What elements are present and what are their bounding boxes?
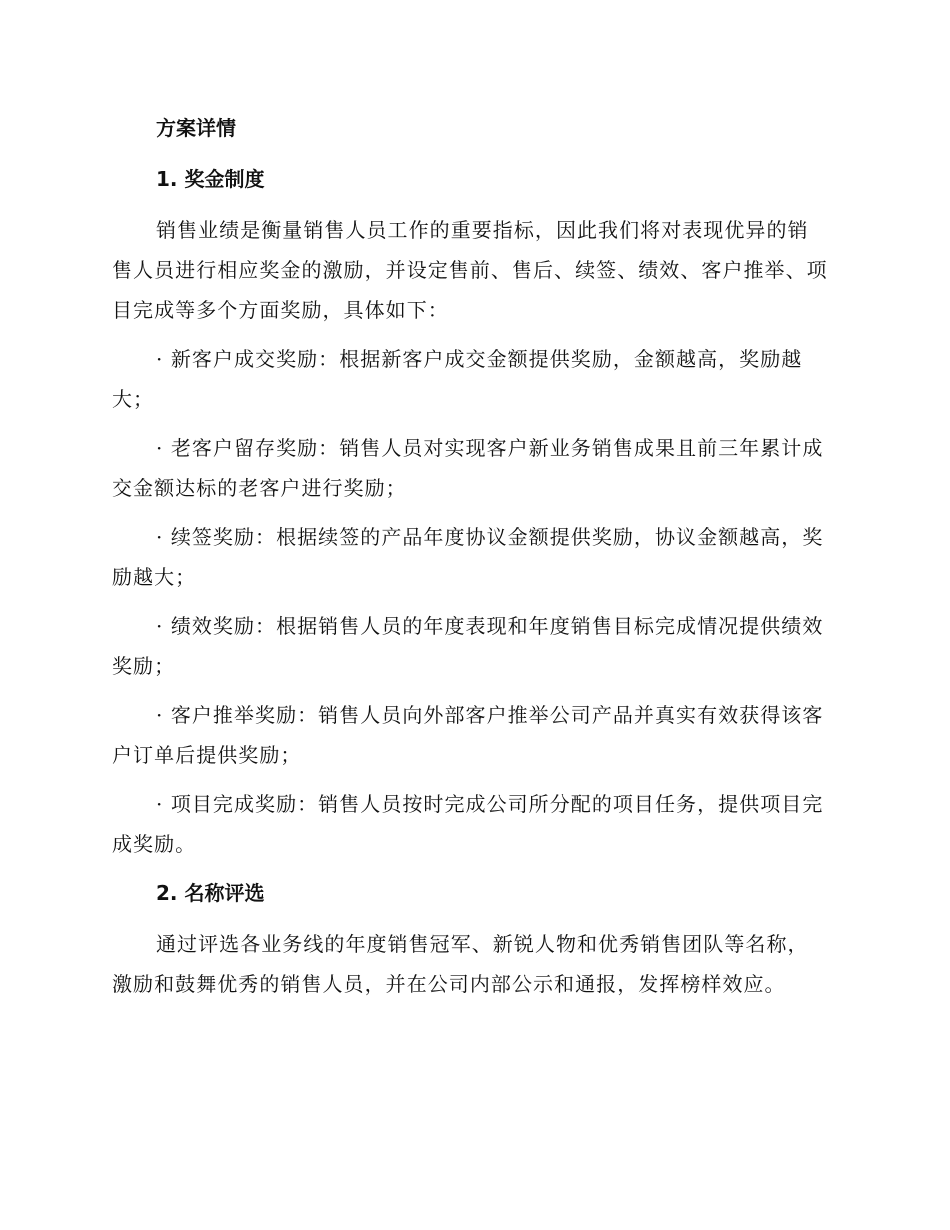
bonus-item-old-customer-retention: · 老客户留存奖励：销售人员对实现客户新业务销售成果且前三年累计成交金额达标的老客户进行奖励；	[112, 436, 824, 500]
section-heading-title-selection: 2. 名称评选	[156, 881, 265, 905]
document-title: 方案详情	[156, 116, 236, 140]
bonus-item-renewal: · 续签奖励：根据续签的产品年度协议金额提供奖励，协议金额越高，奖励越大；	[112, 525, 824, 589]
section-body-paragraph: 通过评选各业务线的年度销售冠军、新锐人物和优秀销售团队等名称，激励和鼓舞优秀的销售人员，并在公司内部公示和通报，发挥榜样效应。	[112, 932, 809, 996]
bonus-item-performance: · 绩效奖励：根据销售人员的年度表现和年度销售目标完成情况提供绩效奖励；	[112, 614, 824, 678]
section-heading-bonus-system: 1. 奖金制度	[156, 167, 265, 191]
bonus-item-customer-referral: · 客户推举奖励：销售人员向外部客户推举公司产品并真实有效获得该客户订单后提供奖励；	[112, 703, 824, 767]
bonus-item-new-customer: · 新客户成交奖励：根据新客户成交金额提供奖励，金额越高，奖励越大；	[112, 347, 803, 411]
document-body	[112, 108, 828, 1013]
section-intro-paragraph: 销售业绩是衡量销售人员工作的重要指标，因此我们将对表现优异的销售人员进行相应奖金的激励，并设定售前、售后、续签、绩效、客户推举、项目完成等多个方面奖励，具体如下：	[112, 218, 828, 322]
bonus-item-project-completion: · 项目完成奖励：销售人员按时完成公司所分配的项目任务，提供项目完成奖励。	[112, 792, 824, 856]
